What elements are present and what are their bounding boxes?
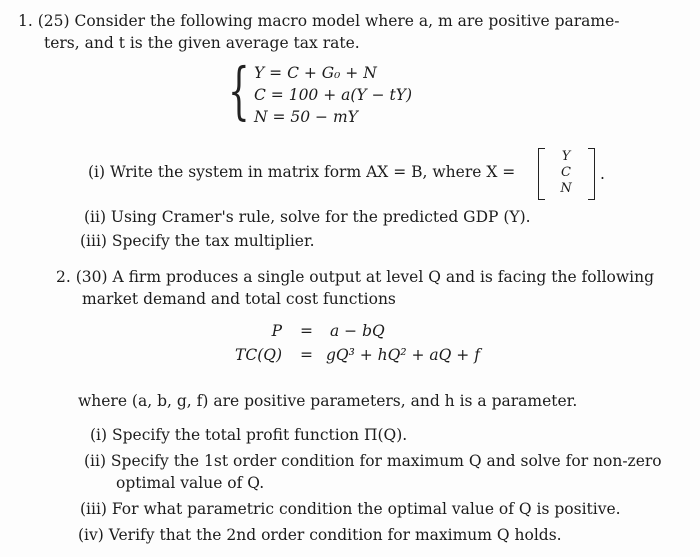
vector-trailing-period: . bbox=[600, 165, 605, 183]
q2-where-clause: where (a, b, g, f) are positive parameters, and h is a parameter. bbox=[78, 392, 578, 410]
vector-entry-c: C bbox=[561, 165, 571, 180]
vector-bracket-right bbox=[588, 148, 595, 200]
cost-rhs: gQ³ + hQ² + aQ + f bbox=[326, 346, 480, 364]
cost-equals: = bbox=[300, 346, 313, 364]
q2-part-iii: (iii) For what parametric condition the optimal value of Q is positive. bbox=[80, 500, 621, 518]
system-brace: { bbox=[228, 54, 250, 127]
q2-part-iv: (iv) Verify that the 2nd order condition for maximum Q holds. bbox=[78, 526, 562, 544]
vector-entry-y: Y bbox=[561, 149, 571, 164]
q2-part-i: (i) Specify the total profit function Π(Q). bbox=[90, 426, 408, 444]
q1-header-line2: ters, and t is the given average tax rate. bbox=[44, 34, 360, 52]
q2-header-line1: 2. (30) A firm produces a single output at level Q and is facing the following bbox=[56, 268, 654, 286]
vector-bracket-left bbox=[538, 148, 545, 200]
q2-header-line2: market demand and total cost functions bbox=[82, 290, 396, 308]
demand-equals: = bbox=[300, 322, 313, 340]
q2-part-ii-line1: (ii) Specify the 1st order condition for maximum Q and solve for non-zero bbox=[84, 452, 662, 470]
cost-lhs: TC(Q) bbox=[235, 346, 282, 364]
vector-entry-n: N bbox=[560, 181, 572, 196]
q1-equation-3: N = 50 − mY bbox=[254, 108, 358, 126]
q1-header-line1: 1. (25) Consider the following macro model where a, m are positive parame- bbox=[18, 12, 620, 30]
q1-part-i: (i) Write the system in matrix form AX = B, where X = bbox=[88, 163, 516, 181]
demand-lhs: P bbox=[271, 322, 282, 340]
q1-equation-2: C = 100 + a(Y − tY) bbox=[254, 86, 412, 104]
q1-equation-1: Y = C + G₀ + N bbox=[254, 64, 377, 82]
q2-part-ii-line2: optimal value of Q. bbox=[116, 474, 265, 492]
demand-rhs: a − bQ bbox=[330, 322, 385, 340]
q1-part-iii: (iii) Specify the tax multiplier. bbox=[80, 232, 315, 250]
q1-part-ii: (ii) Using Cramer's rule, solve for the predicted GDP (Y). bbox=[84, 208, 531, 226]
